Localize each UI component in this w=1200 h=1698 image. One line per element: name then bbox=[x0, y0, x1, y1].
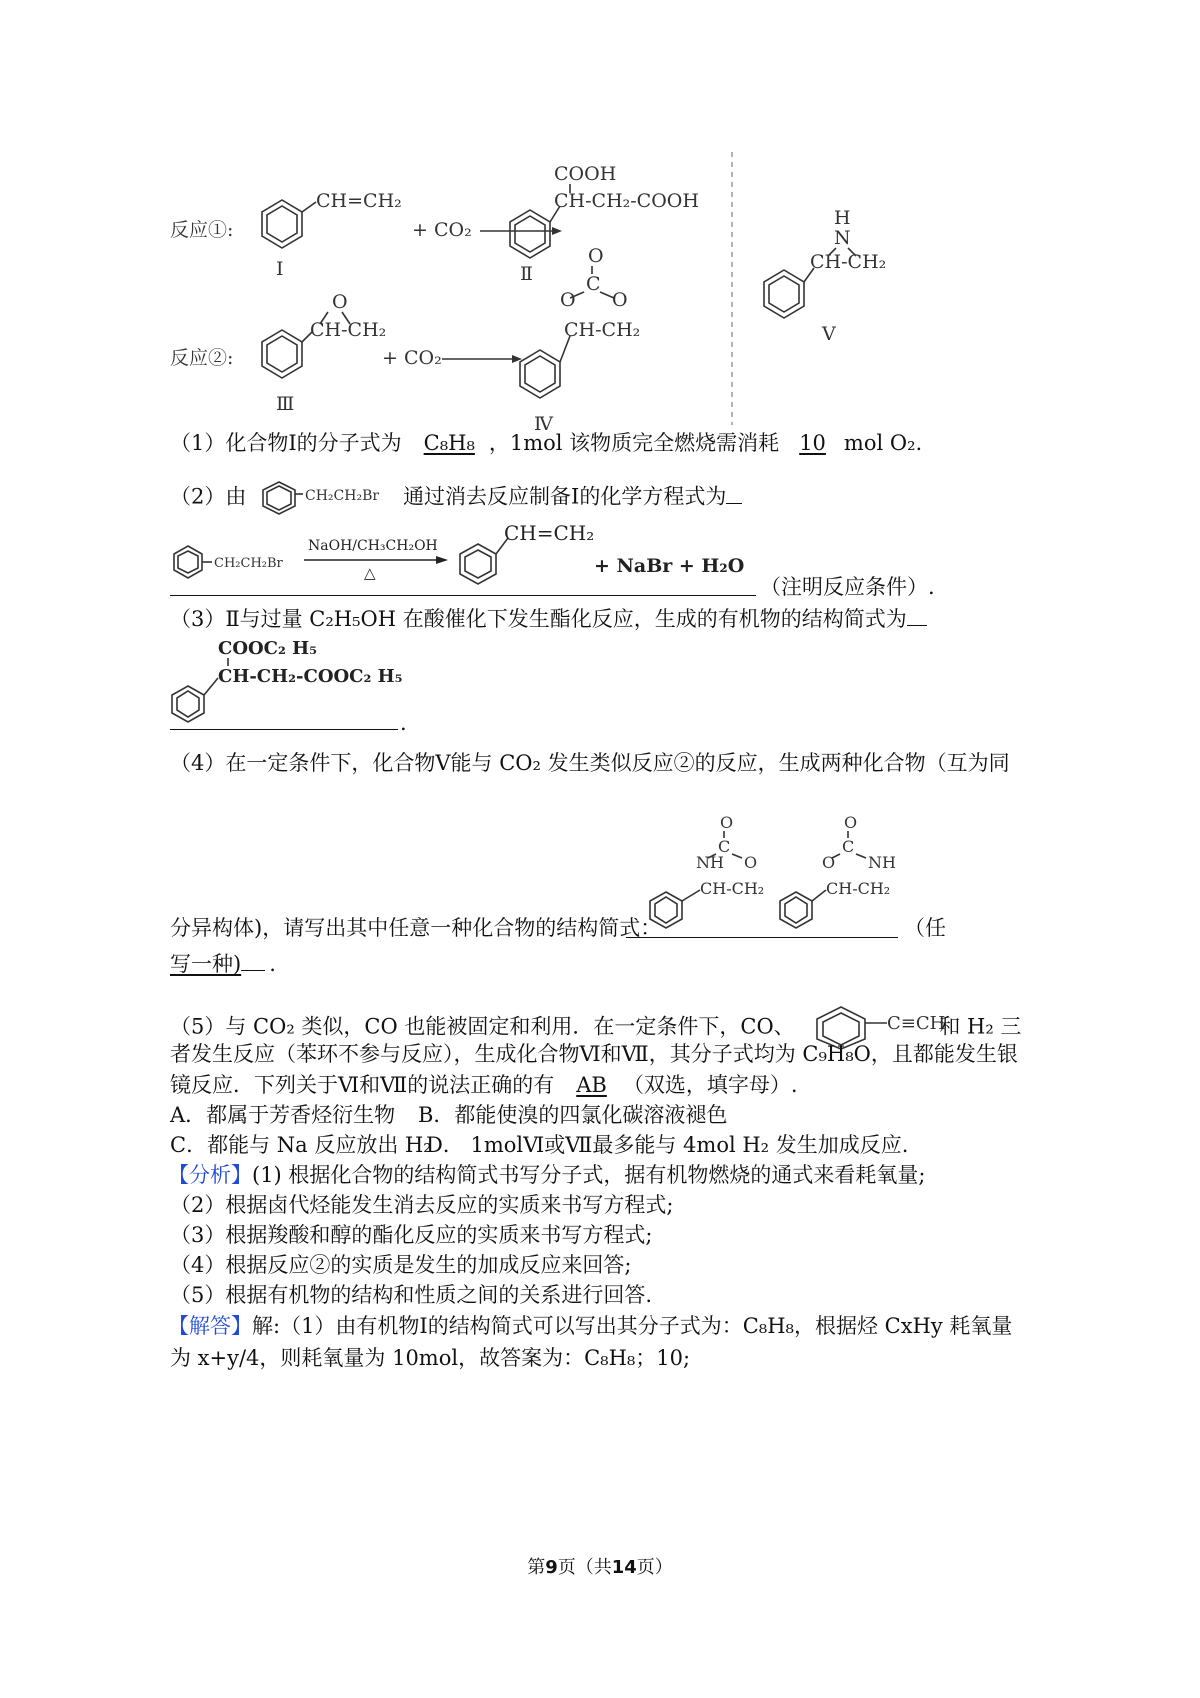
q4-line1: （4）在一定条件下，化合物Ⅴ能与 CO₂ 发生类似反应②的反应，生成两种化合物（互为同 bbox=[170, 751, 1010, 775]
svg-text:CH₂CH₂Br: CH₂CH₂Br bbox=[214, 556, 283, 571]
q4-isomer-2 bbox=[780, 813, 896, 928]
q4-answer-underline bbox=[626, 937, 898, 938]
analysis-line1: 【分析】(1) 根据化合物的结构简式书写分子式，据有机物燃烧的通式来看耗氧量; bbox=[168, 1163, 926, 1187]
svg-text:CH-CH₂: CH-CH₂ bbox=[700, 879, 765, 898]
q3-end: . bbox=[400, 711, 407, 735]
svg-text:CH=CH₂: CH=CH₂ bbox=[504, 521, 595, 545]
q4-isomer-1 bbox=[650, 813, 764, 928]
bromo-compound-structure bbox=[253, 478, 403, 518]
svg-text:O: O bbox=[844, 813, 858, 832]
svg-text:C: C bbox=[842, 837, 855, 856]
q3-line: （3）Ⅱ与过量 C₂H₅OH 在酸催化下发生酯化反应，生成的有机物的结构简式为 bbox=[170, 603, 927, 634]
q4-answer-structures bbox=[636, 814, 906, 934]
analysis-line3: （3）根据羧酸和醇的酯化反应的实质来书写方程式; bbox=[170, 1223, 653, 1247]
molecule-V bbox=[764, 207, 886, 345]
svg-text:CH-CH₂: CH-CH₂ bbox=[564, 319, 641, 341]
svg-text:CH-CH₂: CH-CH₂ bbox=[826, 879, 891, 898]
q4-line2-suffix: （任 bbox=[904, 916, 946, 940]
svg-text:NH: NH bbox=[868, 853, 896, 872]
q2-equation bbox=[168, 520, 768, 590]
svg-text:CH-CH₂: CH-CH₂ bbox=[810, 251, 887, 273]
svg-text:△: △ bbox=[364, 564, 376, 582]
q2-answer-underline bbox=[170, 595, 756, 596]
molecule-II bbox=[510, 163, 699, 285]
analysis-tag: 【分析】 bbox=[168, 1163, 252, 1187]
q2-line: （2）由 CH₂CH₂Br 通过消去反应制备Ⅰ的化学方程式为 bbox=[170, 478, 742, 518]
svg-text:O: O bbox=[612, 289, 628, 311]
svg-text:CH-CH₂-COOC₂ H₅: CH-CH₂-COOC₂ H₅ bbox=[218, 666, 403, 687]
molecule-I bbox=[262, 190, 402, 280]
svg-text:C: C bbox=[586, 273, 601, 295]
q5-option-b: B．都能使溴的四氯化碳溶液褪色 bbox=[418, 1103, 728, 1127]
svg-text:CH-CH₂-COOH: CH-CH₂-COOH bbox=[554, 190, 699, 212]
svg-text:Ⅴ: Ⅴ bbox=[822, 323, 836, 345]
svg-text:H: H bbox=[834, 207, 851, 229]
q1-answer-oxygen: 10 bbox=[799, 431, 826, 455]
q5-option-d: D． 1molⅥ或Ⅶ最多能与 4mol H₂ 发生加成反应. bbox=[426, 1133, 909, 1157]
molecule-IV bbox=[520, 245, 640, 435]
page-footer: 第9页（共14页） bbox=[527, 1557, 673, 1578]
svg-text:CH-CH₂: CH-CH₂ bbox=[310, 319, 387, 341]
q4-line2: 分异构体)，请写出其中任意一种化合物的结构简式： bbox=[170, 916, 662, 940]
solution-line2: 为 x+y/4，则耗氧量为 10mol，故答案为：C₈H₈；10; bbox=[170, 1346, 691, 1370]
q5-line2: 者发生反应（苯环不参与反应），生成化合物Ⅵ和Ⅶ，其分子式均为 C₉H₈O，且都能发生银 bbox=[170, 1042, 1018, 1066]
svg-text:O: O bbox=[822, 853, 836, 872]
molecule-III bbox=[262, 291, 386, 415]
q5-option-a: A．都属于芳香烃衍生物 bbox=[170, 1103, 396, 1127]
svg-text:CH=CH₂: CH=CH₂ bbox=[316, 190, 402, 212]
solution-tag: 【解答】 bbox=[168, 1314, 252, 1338]
co2-plus-1: + CO₂ bbox=[412, 219, 472, 241]
q5-line3: 镜反应．下列关于Ⅵ和Ⅶ的说法正确的有 AB （双选，填字母）. bbox=[170, 1073, 798, 1097]
svg-text:Ⅲ: Ⅲ bbox=[276, 393, 295, 415]
analysis-line2: （2）根据卤代烃能发生消去反应的实质来书写方程式; bbox=[170, 1193, 674, 1217]
svg-text:Ⅱ: Ⅱ bbox=[520, 263, 533, 285]
reaction-scheme-figure bbox=[160, 140, 940, 435]
svg-text:O: O bbox=[588, 245, 604, 267]
reaction2-arrow bbox=[442, 355, 522, 363]
q2-note: （注明反应条件）. bbox=[760, 575, 935, 599]
q1-line: （1）化合物Ⅰ的分子式为 C₈H₈ ，1mol 该物质完全燃烧需消耗 10 mol O₂. bbox=[170, 431, 923, 455]
q4-line3: 写一种) . bbox=[170, 948, 276, 979]
q5-answer: AB bbox=[576, 1073, 607, 1097]
svg-text:CH₂CH₂Br: CH₂CH₂Br bbox=[305, 488, 380, 504]
svg-text:NH: NH bbox=[696, 853, 724, 872]
svg-text:N: N bbox=[834, 227, 851, 249]
svg-text:C: C bbox=[718, 837, 731, 856]
q1-answer-formula: C₈H₈ bbox=[423, 431, 475, 455]
analysis-line5: （5）根据有机物的结构和性质之间的关系进行回答. bbox=[170, 1283, 653, 1307]
svg-text:Ⅳ: Ⅳ bbox=[534, 413, 553, 435]
svg-text:O: O bbox=[744, 853, 758, 872]
q5-line1: （5）与 CO₂ 类似，CO 也能被固定和利用．在一定条件下，CO、 C≡CH 和 H₂ 三 bbox=[170, 1005, 1021, 1051]
q5-option-c: C．都能与 Na 反应放出 H₂ bbox=[170, 1133, 432, 1157]
analysis-line4: （4）根据反应②的实质是发生的加成反应来回答; bbox=[170, 1253, 632, 1277]
svg-text:Ⅰ: Ⅰ bbox=[276, 258, 284, 280]
svg-text:O: O bbox=[332, 291, 348, 313]
svg-text:O: O bbox=[560, 289, 576, 311]
svg-text:COOC₂ H₅: COOC₂ H₅ bbox=[218, 638, 318, 659]
q3-answer-structure bbox=[168, 636, 408, 726]
svg-text:NaOH/CH₃CH₂OH: NaOH/CH₃CH₂OH bbox=[308, 538, 438, 554]
svg-text:O: O bbox=[720, 813, 734, 832]
q3-answer-underline bbox=[170, 729, 398, 730]
svg-text:C≡CH: C≡CH bbox=[887, 1013, 946, 1034]
svg-text:COOH: COOH bbox=[554, 163, 617, 185]
svg-text:+ NaBr + H₂O: + NaBr + H₂O bbox=[594, 555, 745, 577]
reaction1-label: 反应①: bbox=[170, 219, 234, 241]
co2-plus-2: + CO₂ bbox=[382, 347, 442, 369]
reaction2-label: 反应②: bbox=[170, 347, 234, 369]
solution-line1: 【解答】解:（1）由有机物Ⅰ的结构简式可以写出其分子式为：C₈H₈，根据烃 CxHy 耗氧量 bbox=[168, 1314, 1013, 1338]
